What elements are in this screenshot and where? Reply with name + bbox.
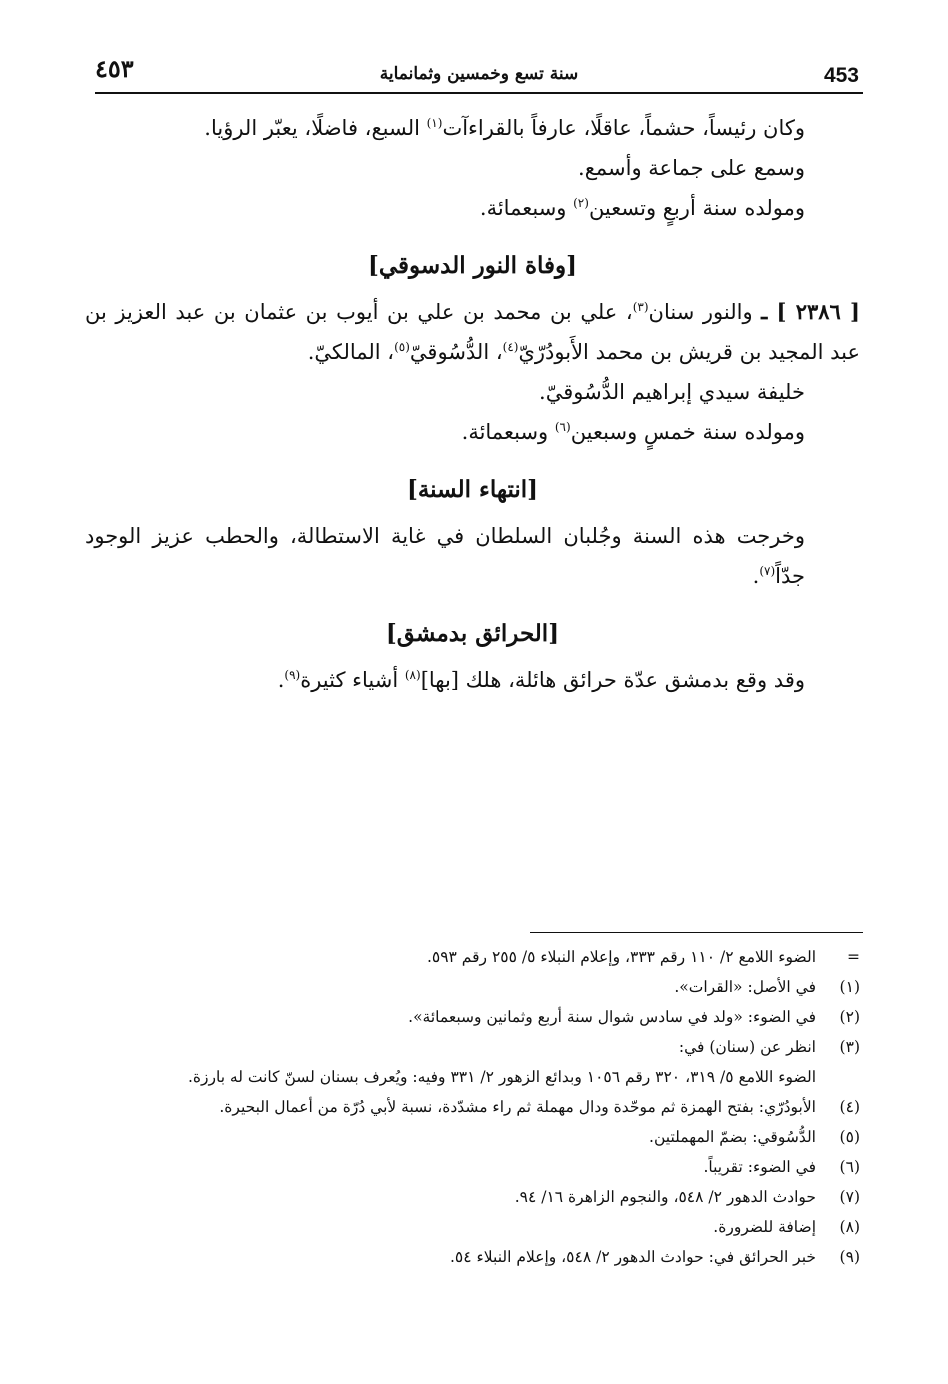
paragraph-text: وخرجت هذه السنة وجُلبان السلطان في غاية الاستطالة، والحطب عزيز الوجود جدّاً [85, 524, 805, 588]
paragraph-text: وسبعمائة. [479, 196, 574, 220]
footnote [85, 1152, 860, 1182]
footnote-separator [530, 932, 863, 933]
paragraph-text: وقد وقع بدمشق عدّة حرائق هائلة، هلك [بها] [420, 668, 805, 692]
paragraph [85, 660, 860, 700]
footnote-number: (٤) [839, 1098, 860, 1116]
paragraph [85, 148, 860, 188]
paragraph-text: ، الدُّسُوقيّ [409, 340, 503, 364]
page-number-arabic: ٤٥٣ [95, 54, 134, 83]
paragraph-text: وسمع على جماعة وأسمع. [578, 156, 805, 180]
footnote-number: (١) [839, 978, 860, 996]
footnote-number: (٨) [839, 1218, 860, 1236]
footnote-ref: (٢) [573, 196, 589, 210]
footnote-text: الضوء اللامع ٢/ ١١٠ رقم ٣٣٣، وإعلام النبلاء ٥/ ٢٥٥ رقم ٥٩٣. [426, 948, 816, 966]
footnote-ref: (٥) [394, 340, 410, 354]
footnote [85, 942, 860, 972]
paragraph-text: وكان رئيساً، حشماً، عاقلًا، عارفاً بالقراءآت [442, 116, 805, 140]
paragraph-text: ومولده سنة خمسٍ وسبعين [570, 420, 805, 444]
main-text [85, 108, 860, 700]
entry-number: [ ٢٣٨٦ ] ـ [761, 299, 860, 324]
section-heading: [الحرائق بدمشق] [385, 620, 560, 647]
footnote [85, 1182, 860, 1212]
page-number-latin: 453 [823, 64, 859, 87]
footnote [85, 1212, 860, 1242]
paragraph [85, 516, 860, 596]
footnote-text: خبر الحرائق في: حوادث الدهور ٢/ ٥٤٨، وإعلام النبلاء ٥٤. [449, 1248, 816, 1266]
paragraph-text: . [277, 668, 285, 692]
paragraph [85, 108, 860, 148]
section-heading: [وفاة النور الدسوقي] [367, 252, 578, 279]
page-header [95, 52, 863, 92]
footnote [85, 1242, 860, 1272]
paragraph-text: والنور سنان [648, 300, 762, 324]
paragraph [85, 372, 860, 412]
footnote-text: في الضوء: تقريباً. [703, 1158, 816, 1176]
paragraph [85, 188, 860, 228]
footnote-text: حوادث الدهور ٢/ ٥٤٨، والنجوم الزاهرة ١٦/ ٩٤. [514, 1188, 816, 1206]
footnote [85, 972, 860, 1002]
footnote [85, 1122, 860, 1152]
paragraph-text: ، المالكيّ. [307, 340, 395, 364]
footnote-number: (٦) [839, 1158, 860, 1176]
footnote-number: (٣) [839, 1038, 860, 1056]
footnote-continuation: الضوء اللامع ٥/ ٣١٩، ٣٢٠ رقم ١٠٥٦ وبدائع الزهور ٢/ ٣٣١ وفيه: ويُعرف بسنان لسنّ كانت له بارزة. [187, 1068, 816, 1086]
running-title: سنة تسع وخمسين وثمانماية [379, 64, 579, 84]
footnote [85, 1002, 860, 1032]
paragraph-text: ومولده سنة أربعٍ وتسعين [588, 196, 805, 220]
footnote-ref: (٨) [404, 668, 421, 682]
paragraph-text: . [752, 564, 760, 588]
footnote-text: في الضوء: «ولد في سادس شوال سنة أربع وثمانين وسبعمائة». [408, 1008, 816, 1026]
paragraph-text: وسبعمائة. [461, 420, 555, 444]
footnote-number: (٢) [839, 1008, 860, 1026]
paragraph-text: ، علي بن محمد بن علي بن أيوب بن عثمان بن عبد العزيز بن عبد المجيد بن قريش بن محمد الأَبودُرّيّ [85, 300, 860, 364]
footnote-text: انظر عن (سنان) في: [678, 1038, 816, 1056]
section-heading: [انتهاء السنة] [406, 476, 539, 503]
biography-entry [85, 292, 860, 372]
footnote-text: الأبودُرّي: بفتح الهمزة ثم موحّدة ودال مهملة ثم راء مشدّدة، نسبة لأبي دُرّة من أعمال البحيرة. [219, 1098, 816, 1116]
footnote-number: = [847, 948, 860, 966]
footnote-number: (٧) [839, 1188, 860, 1206]
footnote-text: في الأصل: «القرات». [674, 978, 816, 996]
footnote-ref: (٧) [759, 564, 776, 578]
paragraph-text: أشياء كثيرة [300, 668, 405, 692]
paragraph-text: السبع، فاضلًا، يعبّر الرؤيا. [204, 116, 427, 140]
footnote-ref: (٩) [284, 668, 301, 682]
footnote-ref: (٤) [502, 340, 519, 354]
footnote-number: (٩) [839, 1248, 860, 1266]
footnote-text: إضافة للضرورة. [713, 1218, 816, 1236]
footnote-text: الدُّسُوقي: بضمّ المهملتين. [649, 1128, 816, 1146]
footnote-ref: (٦) [554, 420, 571, 434]
footnote-ref: (٣) [632, 300, 649, 314]
paragraph [85, 412, 860, 452]
footnotes [85, 942, 860, 1272]
footnote [85, 1092, 860, 1122]
footnote-number: (٥) [839, 1128, 860, 1146]
footnote [85, 1032, 860, 1062]
header-rule [95, 92, 863, 94]
paragraph-text: خليفة سيدي إبراهيم الدُّسُوقيّ. [539, 380, 805, 404]
footnote-ref: (١) [426, 116, 443, 130]
